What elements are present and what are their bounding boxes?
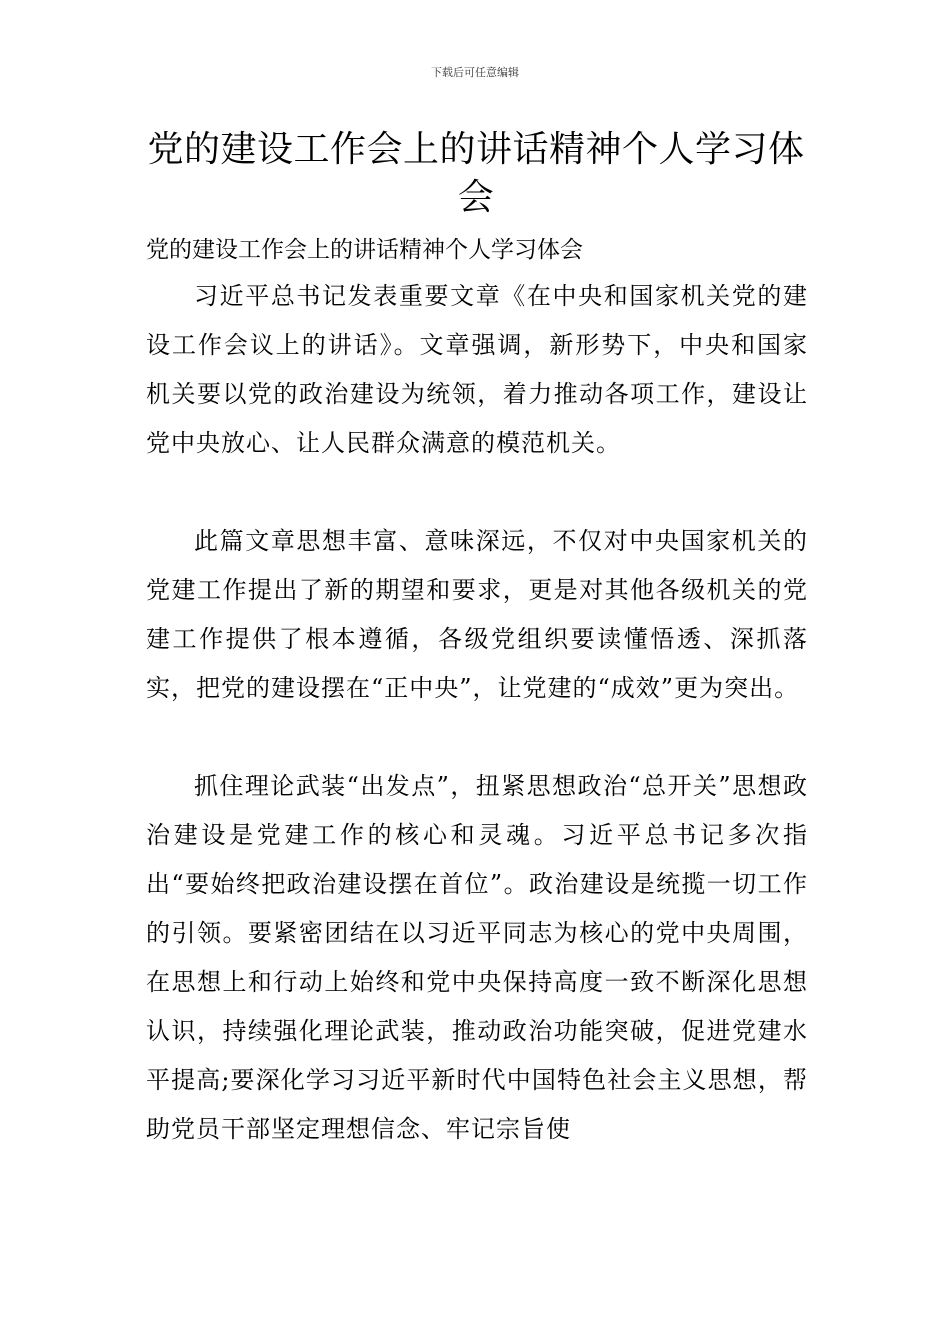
- paragraph-3: 抓住理论武装“出发点”，扭紧思想政治“总开关”思想政治建设是党建工作的核心和灵魂。习近平总书记多次指出“要始终把政治建设摆在首位”。政治建设是统揽一切工作的引领。要紧密团结在以习近平同志为核心的党中央周围，在思想上和行动上始终和党中央保持高度一致不断深化思想认识，持续强化理论武装，推动政治功能突破，促进党建水平提高;要深化学习习近平新时代中国特色社会主义思想，帮助党员干部坚定理想信念、牢记宗旨使: [146, 772, 808, 1143]
- document-body: [146, 228, 808, 1154]
- document-title: 党的建设工作会上的讲话精神个人学习体会: [147, 129, 805, 218]
- paragraph-gap: [146, 713, 808, 762]
- document-subtitle: 党的建设工作会上的讲话精神个人学习体会: [146, 237, 583, 263]
- paragraph-2: 此篇文章思想丰富、意味深远，不仅对中央国家机关的党建工作提出了新的期望和要求，更是对其他各级机关的党建工作提供了根本遵循，各级党组织要读懂悟透、深抓落实，把党的建设摆在“正中央”，让党建的“成效”更为突出。: [146, 527, 808, 702]
- paragraph-gap: [146, 468, 808, 517]
- header-note: 下载后可任意编辑: [431, 66, 519, 79]
- paragraph-1: 习近平总书记发表重要文章《在中央和国家机关党的建设工作会议上的讲话》。文章强调，新形势下，中央和国家机关要以党的政治建设为统领，着力推动各项工作，建设让党中央放心、让人民群众满意的模范机关。: [146, 282, 808, 457]
